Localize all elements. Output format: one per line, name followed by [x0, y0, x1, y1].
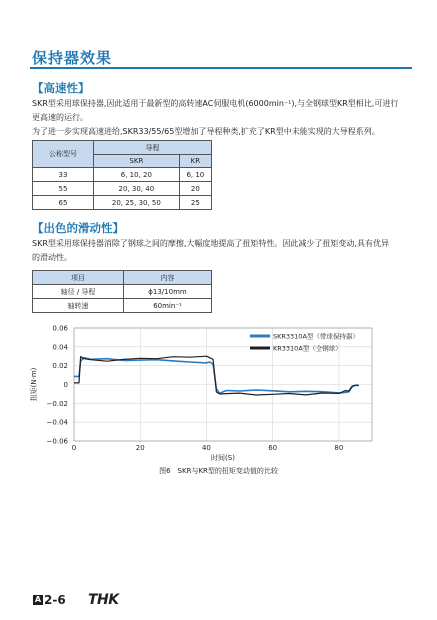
table-cell: 轴径 / 导程 [33, 285, 124, 299]
series-line-kr [74, 356, 359, 395]
y-tick-label: −0.04 [46, 418, 68, 427]
table-cell: 轴转速 [33, 299, 124, 313]
section-heading-sliding: 【出色的滑动性】 [32, 221, 124, 235]
thk-logo: THK [88, 592, 119, 608]
x-tick-label: 60 [268, 444, 278, 452]
table-cell: ϕ13/10mm [124, 285, 212, 299]
high-speed-paragraph-line1: SKR型采用球保持器,因此适用于最新型的高转速AC伺服电机(6000min⁻¹),与全钢球型KR型相比,可进行 [32, 99, 399, 108]
y-tick-label: −0.02 [46, 399, 68, 408]
section-marker-badge: A [34, 595, 42, 604]
y-tick-label: 0.02 [52, 362, 68, 371]
page-number: 2-6 [44, 593, 66, 607]
title-divider [30, 67, 412, 69]
torque-chart [30, 322, 410, 468]
y-tick-label: 0.06 [52, 324, 68, 333]
y-axis-label: 扭矩(N·m) [30, 367, 38, 402]
legend-label: SKR3310A型（带球保持器） [273, 332, 359, 341]
lead-table-header-lead: 导程 [94, 141, 212, 155]
table-cell: 60min⁻¹ [124, 299, 212, 313]
condition-table [32, 270, 212, 313]
section-heading-high-speed: 【高速性】 [32, 81, 90, 95]
x-axis-label: 时间(S) [211, 454, 235, 462]
figure-caption: 图6 SKR与KR型的扭矩变动值的比较 [159, 467, 278, 475]
sliding-paragraph-line1: SKR型采用球保持器消除了钢球之间的摩擦,大幅度地提高了扭矩特性。因此减少了扭矩变动,具有优异 [32, 239, 389, 248]
lead-table-header-kr: KR [179, 155, 211, 168]
x-tick-label: 80 [334, 444, 344, 452]
x-tick-label: 20 [135, 444, 145, 452]
table-cell: 6, 10 [179, 168, 211, 182]
lead-table [32, 140, 212, 210]
high-speed-paragraph-line2: 更高速的运行。 [32, 113, 88, 122]
lead-table-header-model: 公称型号 [33, 141, 94, 168]
lead-table-header-skr: SKR [94, 155, 180, 168]
table-cell: 33 [33, 168, 94, 182]
sliding-paragraph-line2: 的滑动性。 [32, 253, 72, 262]
table-cell: 20, 30, 40 [94, 182, 180, 196]
high-speed-paragraph-2: 为了进一步实现高速进给,SKR33/55/65型增加了导程种类,扩充了KR型中未能实现的大导程系列。 [32, 127, 380, 136]
legend-label: KR3310A型（全钢球） [273, 344, 342, 353]
table-cell: 25 [179, 196, 211, 210]
condition-table-header-content: 内容 [124, 271, 212, 285]
table-cell: 55 [33, 182, 94, 196]
page-title: 保持器效果 [32, 49, 113, 67]
y-tick-label: −0.06 [46, 437, 68, 446]
table-cell: 20 [179, 182, 211, 196]
y-tick-label: 0.04 [52, 343, 68, 352]
y-tick-label: 0 [63, 381, 68, 389]
table-cell: 65 [33, 196, 94, 210]
condition-table-header-item: 项目 [33, 271, 124, 285]
x-tick-label: 0 [71, 444, 77, 452]
table-cell: 6, 10, 20 [94, 168, 180, 182]
x-tick-label: 40 [201, 444, 211, 452]
table-cell: 20, 25, 30, 50 [94, 196, 180, 210]
